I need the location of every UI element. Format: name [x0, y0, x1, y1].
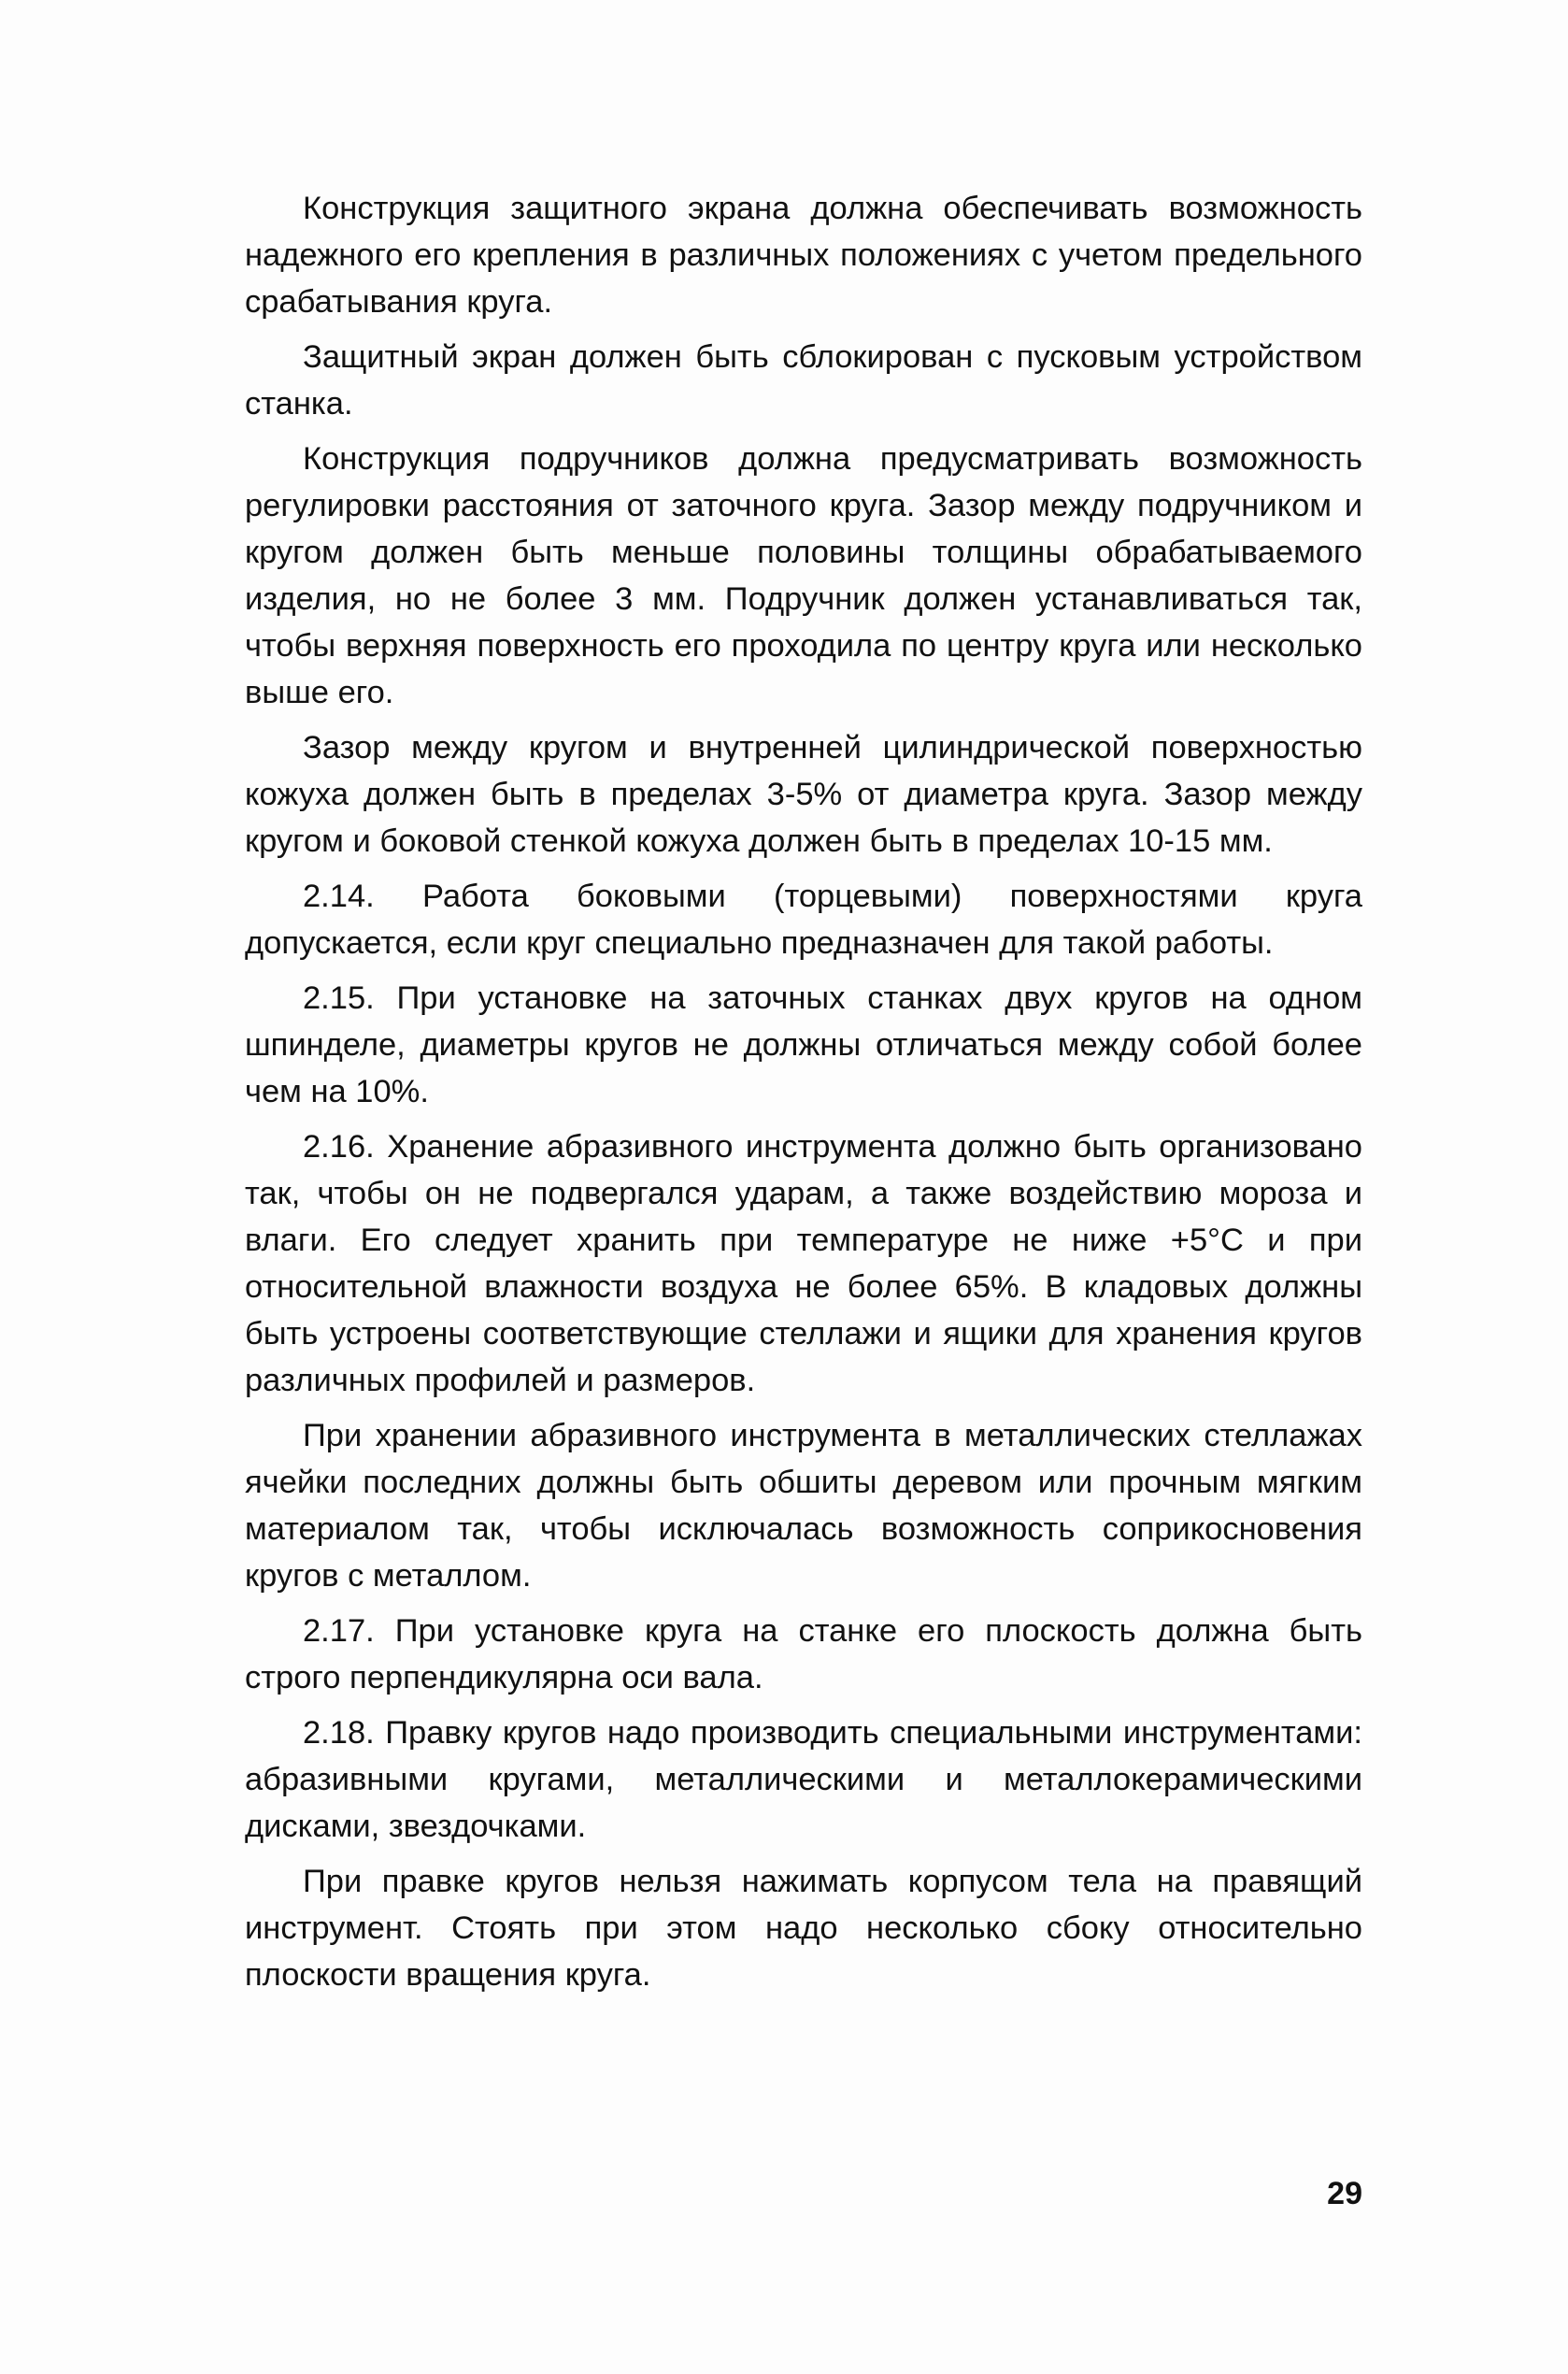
paragraph-2-18: 2.18. Правку кругов надо производить специальными инструментами: абразивными кругами, металлическими и металлокерамическими дисками, звездочками.	[245, 1715, 1362, 1844]
paragraph-tool-rest: Конструкция подручников должна предусматривать возможность регулировки расстояния от заточного круга. Зазор между подручником и кругом должен быть меньше половины толщины обрабатываемого изделия, но не более 3 мм. Подручник должен устанавливаться так, чтобы верхняя поверхность его проходила по центру круга или несколько выше его.	[245, 441, 1362, 710]
paragraph-shield-design: Конструкция защитного экрана должна обеспечивать возможность надежного его крепления в различных положениях с учетом предельного срабатывания круга.	[245, 191, 1362, 320]
paragraph-dressing-safety: При правке кругов нельзя нажимать корпусом тела на правящий инструмент. Стоять при этом надо несколько сбоку относительно плоскости вращения круга.	[245, 1864, 1362, 1993]
paragraph-2-14: 2.14. Работа боковыми (торцевыми) поверхностями круга допускается, если круг специально предназначен для такой работы.	[245, 879, 1362, 961]
page-number: 29	[1327, 2176, 1362, 2211]
body-text	[245, 185, 1362, 2007]
paragraph-2-16: 2.16. Хранение абразивного инструмента должно быть организовано так, чтобы он не подвергался ударам, а также воздействию мороза и влаги. Его следует хранить при температуре не ниже +5°С и при относительной влажности воздуха не более 65%. В кладовых должны быть устроены соответствующие стеллажи и ящики для хранения кругов различных профилей и размеров.	[245, 1129, 1362, 1398]
paragraph-2-17: 2.17. При установке круга на станке его плоскость должна быть строго перпендикулярна оси вала.	[245, 1613, 1362, 1695]
paragraph-metal-racks: При хранении абразивного инструмента в металлических стеллажах ячейки последних должны быть обшиты деревом или прочным мягким материалом так, чтобы исключалась возможность соприкосновения кругов с металлом.	[245, 1418, 1362, 1594]
paragraph-2-15: 2.15. При установке на заточных станках двух кругов на одном шпинделе, диаметры кругов не должны отличаться между собой более чем на 10%.	[245, 980, 1362, 1109]
paragraph-shield-interlock: Защитный экран должен быть сблокирован с пусковым устройством станка.	[245, 339, 1362, 422]
paragraph-guard-gap: Зазор между кругом и внутренней цилиндрической поверхностью кожуха должен быть в пределах 3-5% от диаметра круга. Зазор между кругом и боковой стенкой кожуха должен быть в пределах 10-15 мм.	[245, 730, 1362, 859]
